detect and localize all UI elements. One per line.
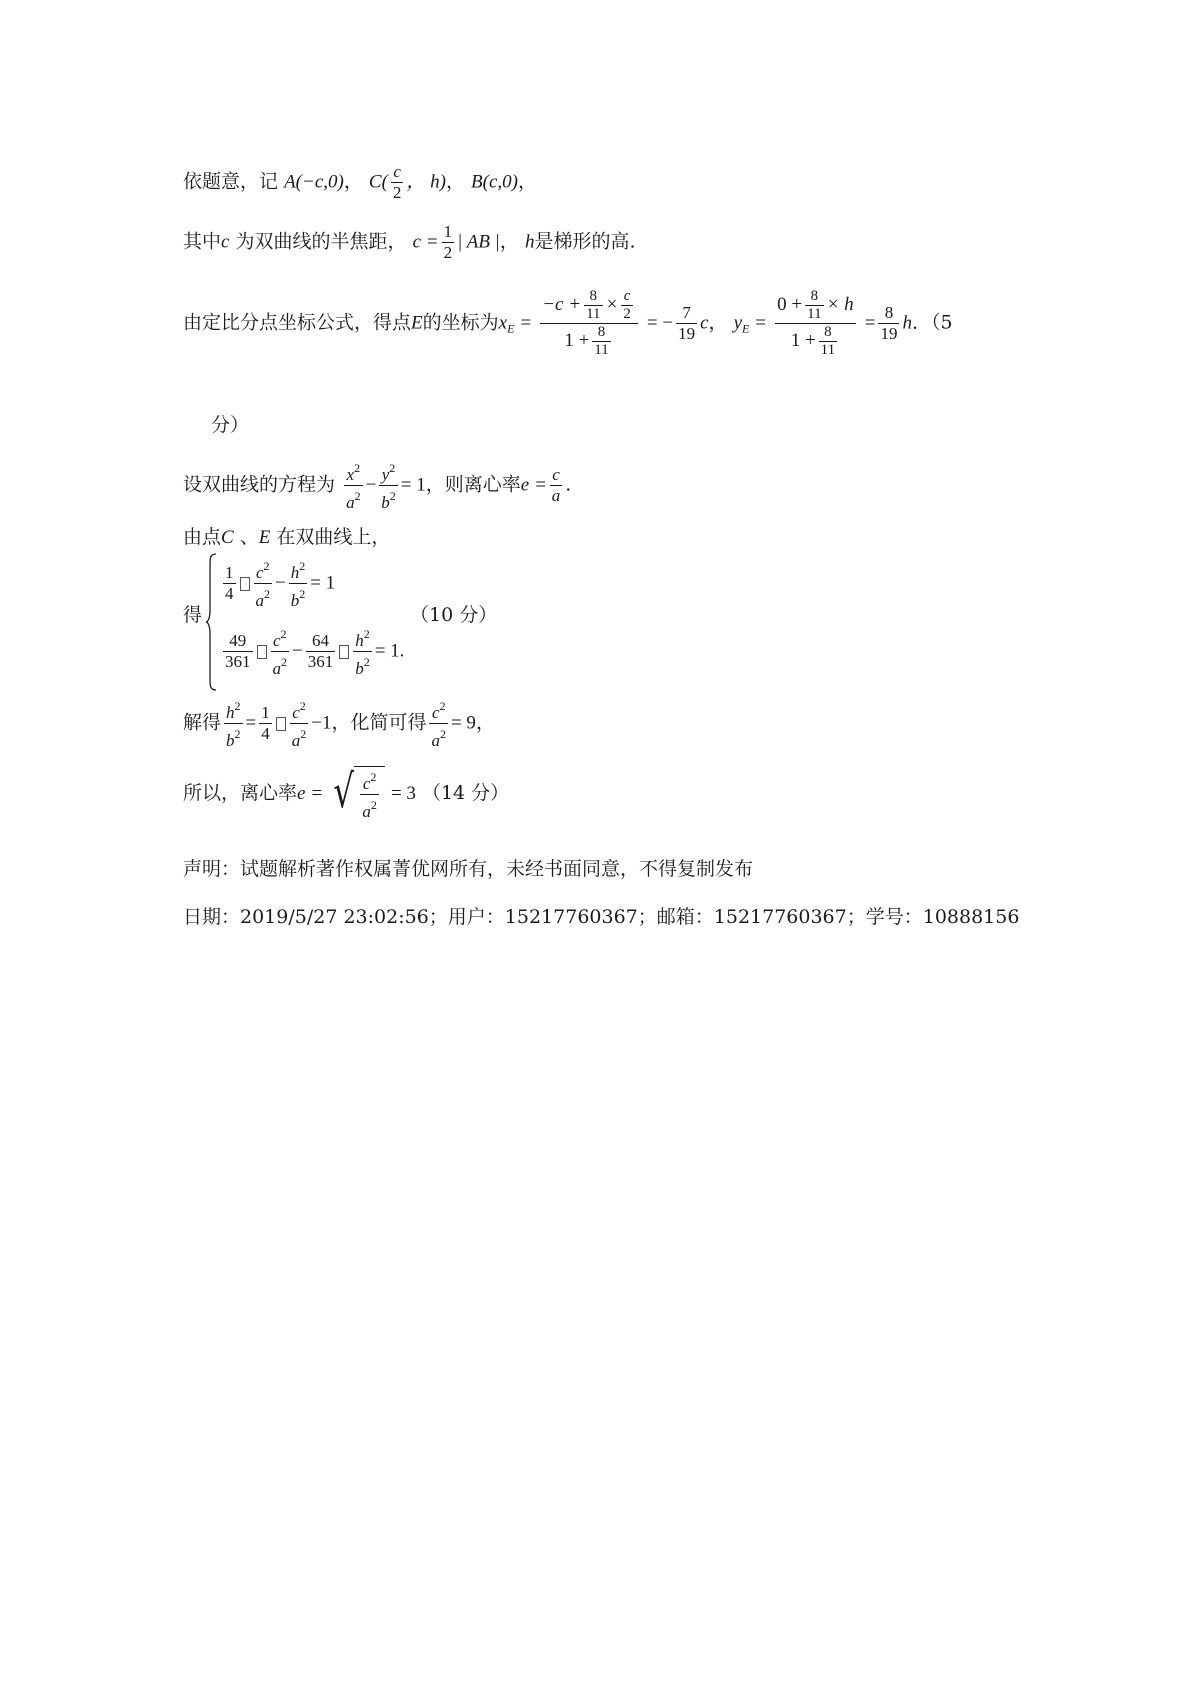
sqrt-expression: √ $\frac{c^2}{a^2}$ bbox=[329, 766, 385, 822]
fraction-xe: −c + $\frac{8}{11}$ × $\frac{c}{2}$ 1 + $\frac{8}{11}$ bbox=[540, 288, 638, 359]
point-a: A(−c,0) bbox=[284, 171, 344, 193]
missing-glyph-box bbox=[339, 645, 349, 659]
system-label: 得 bbox=[183, 604, 203, 626]
left-brace-icon bbox=[205, 552, 217, 692]
line-solve: 解得 $\frac{h^2}{b^2}$ = $\frac{1}{4}$ $\frac{c^2}{a^2}$ −1，化简可得 $\frac{c^2}{a^2}$ = 9， bbox=[183, 696, 495, 751]
line-score-5-wrap: 分） bbox=[211, 414, 250, 436]
score-10: （10 分） bbox=[410, 604, 498, 626]
system-equation-1: $\frac{1}{4}$ $\frac{c^2}{a^2}$ − $\frac{h^2}{b^2}$ = 1 bbox=[220, 556, 335, 611]
date-user-line: 日期：2019/5/27 23:02:56；用户：15217760367；邮箱：15217760367；学号：10888156 bbox=[183, 906, 1020, 928]
line-hyperbola-equation: 设双曲线的方程为 $\frac{x^2}{a^2}$ − $\frac{y^2}{b^2}$ = 1，则离心率e = $\frac{c}{a}$ . bbox=[183, 458, 571, 513]
fraction-c-over-2: $\frac{c}{2}$ bbox=[392, 162, 402, 202]
missing-glyph-box bbox=[257, 645, 267, 659]
missing-glyph-box bbox=[240, 577, 250, 591]
fraction-ye: 0 + $\frac{8}{11}$ × h 1 + $\frac{8}{11}$ bbox=[777, 288, 854, 358]
line-eccentricity-result: 所以，离心率e = √ $\frac{c^2}{a^2}$ = 3 （14 分） bbox=[183, 764, 510, 821]
line-focal-distance: 其中c 为双曲线的半焦距， c = $\frac{1}{2}$ | AB |， h是梯形的高. bbox=[183, 222, 636, 262]
copyright-statement: 声明：试题解析著作权属菁优网所有，未经书面同意，不得复制发布 bbox=[183, 858, 754, 880]
line-points-on-hyperbola: 由点C 、E 在双曲线上， bbox=[183, 526, 391, 548]
line-point-e-coordinates: 由定比分点坐标公式，得点E的坐标为$x_E$ = −c + $\frac{8}{11}$ × $\frac{c}{2}$ 1 + $\frac{8}{11}$ = − $\frac{7}{19}$ c， $y_E$ = 0 + $\frac{8}{11}$ × h 1 + $\frac{8}{11}$ = $\frac{8}{19}$ h．（5 bbox=[183, 288, 953, 358]
point-b: B(c,0) bbox=[471, 171, 518, 193]
line-setup-points: 依题意，记 A(−c,0)， C( $\frac{c}{2}$ ， h)， B(c,0)， bbox=[183, 162, 537, 202]
system-equation-2: $\frac{49}{361}$ $\frac{c^2}{a^2}$ − $\frac{64}{361}$ $\frac{h^2}{b^2}$ = 1. bbox=[220, 624, 404, 679]
fraction-one-half: $\frac{1}{2}$ bbox=[443, 222, 453, 262]
point-c-open: C( bbox=[368, 171, 388, 193]
missing-glyph-box bbox=[276, 717, 286, 731]
radical-icon: √ bbox=[333, 764, 354, 818]
